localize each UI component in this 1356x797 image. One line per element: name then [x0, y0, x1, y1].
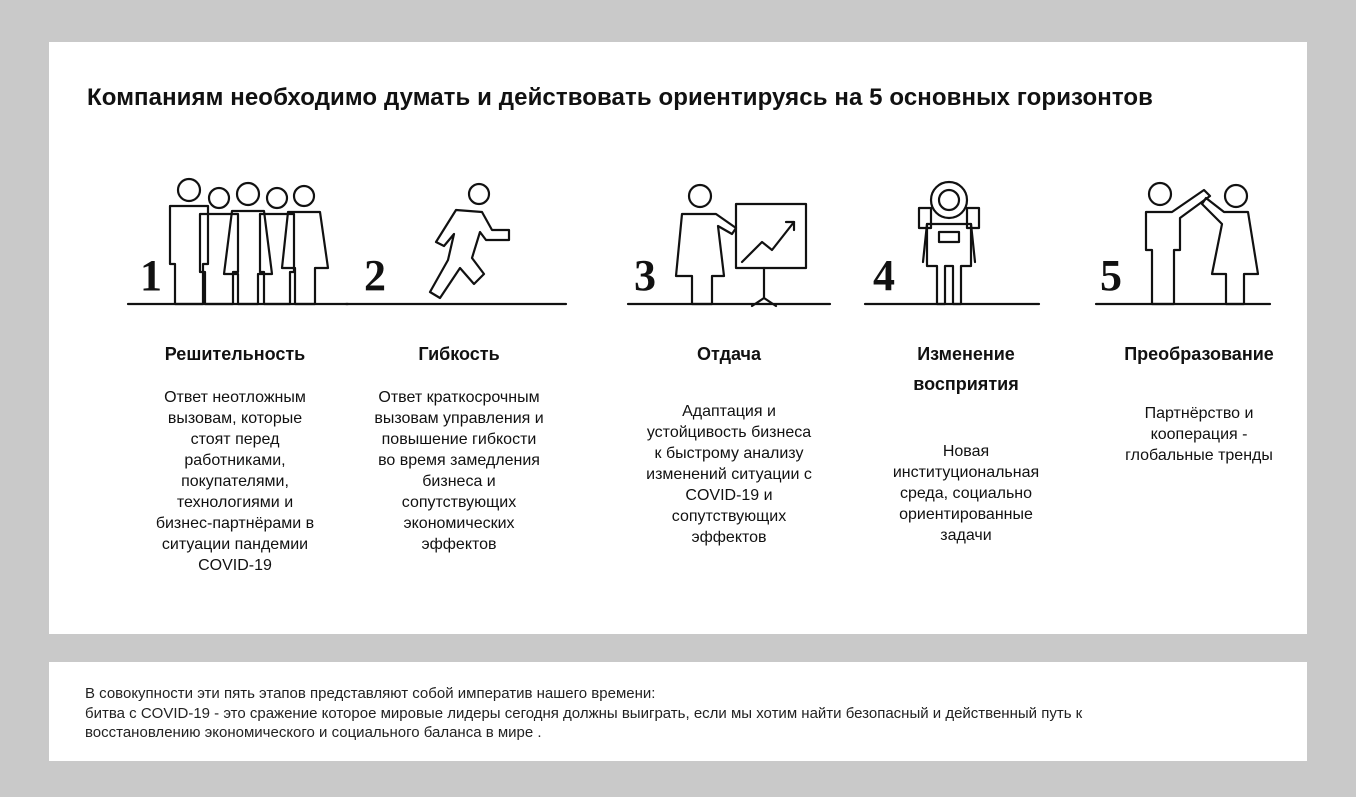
presenter-chart-icon — [624, 172, 834, 307]
horizon-2-heading: Гибкость — [418, 344, 500, 364]
svg-text:4: 4 — [873, 251, 895, 300]
main-panel — [49, 42, 1307, 634]
horizon-5 — [1094, 172, 1304, 466]
horizon-3-heading: Отдача — [696, 344, 762, 364]
astronaut-icon — [861, 172, 1071, 307]
horizon-3 — [624, 172, 834, 548]
summary-footer — [49, 662, 1307, 761]
svg-text:1: 1 — [140, 251, 162, 300]
partners-icon — [1094, 172, 1304, 307]
summary-line-2: битва с COVID-19 - это сражение которое мировые лидеры сегодня должны выиграть, если мы хотим найти безопасный и действенный путь к — [85, 704, 1083, 722]
running-man-icon — [344, 172, 574, 307]
svg-text:5: 5 — [1100, 251, 1122, 300]
summary-line-3: восстановлению экономического и социального баланса в мире . — [85, 724, 542, 741]
svg-text:2: 2 — [364, 251, 386, 300]
horizon-4-description: Новая институциональная среда, социально ориентированные задачи — [892, 443, 1040, 544]
horizon-5-heading: Преобразование — [1124, 344, 1274, 364]
page-title: Компаниям необходимо думать и действовать ориентируясь на 5 основных горизонтов — [87, 84, 1153, 111]
horizon-1-heading: Решительность — [164, 344, 306, 364]
horizon-2 — [344, 172, 574, 555]
horizon-1-description: Ответ неотложным вызовам, которые стоят перед работниками, покупателями, технологиями и бизнес-партнёрами в ситуации пандемии COVID-19 — [155, 389, 315, 574]
horizon-1 — [120, 172, 350, 576]
horizon-3-description: Адаптация и устойцивость бизнеса к быстрому анализу изменений ситуации с COVID-19 и сопутствующих эффектов — [646, 403, 812, 546]
horizon-5-description: Партнёрство и кооперация - глобальные тренды — [1125, 405, 1273, 464]
summary-line-1: В совокупности эти пять этапов представляют собой императив нашего времени: — [85, 685, 656, 702]
horizon-4 — [861, 172, 1071, 546]
summary-text — [85, 684, 1265, 743]
svg-text:3: 3 — [634, 251, 656, 300]
horizon-2-description: Ответ краткосрочным вызовам управления и повышение гибкости во время замедления бизнеса и сопутствующих экономических эффектов — [374, 389, 544, 553]
crowd-icon — [120, 172, 350, 307]
horizon-4-heading: Изменение восприятия — [913, 344, 1019, 394]
